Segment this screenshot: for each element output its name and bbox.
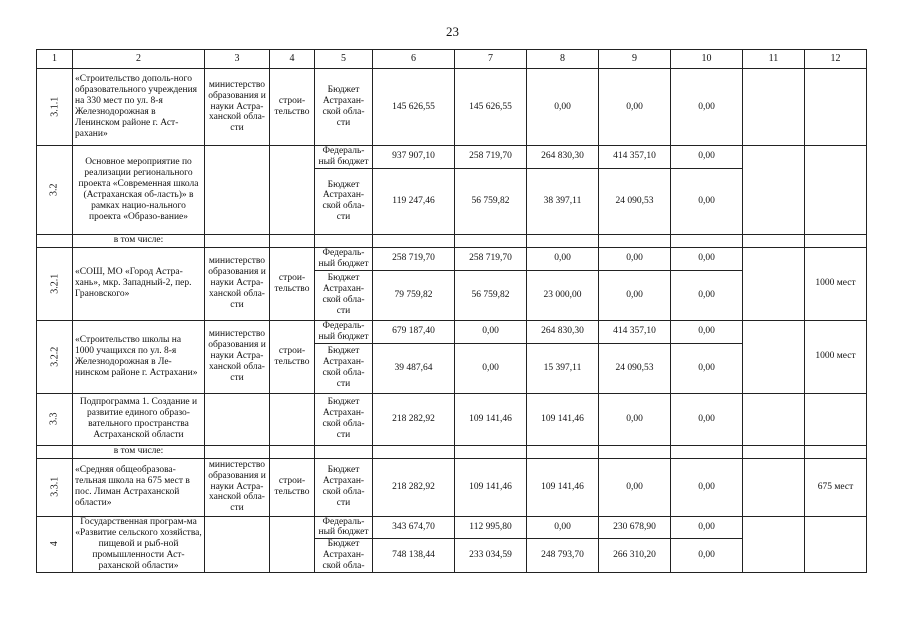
empty-cell: [455, 234, 527, 247]
value-col-10: 0,00: [671, 539, 743, 573]
value-col-8: 248 793,70: [527, 539, 599, 573]
value-col-8: 264 830,30: [527, 320, 599, 343]
value-col-7: 109 141,46: [455, 458, 527, 516]
capacity: [805, 146, 867, 235]
header-row: [37, 50, 867, 69]
table-row: [37, 247, 867, 270]
col-11-cell: [743, 458, 805, 516]
value-col-6: 39 487,64: [373, 343, 455, 393]
value-col-9: 0,00: [599, 458, 671, 516]
row-number: 3.3.1: [48, 476, 60, 497]
empty-cell: [373, 234, 455, 247]
empty-cell: [37, 445, 73, 458]
capacity: [805, 393, 867, 445]
value-col-10: 0,00: [671, 320, 743, 343]
funding-source: Бюджет Астрахан-ской обла-: [315, 539, 373, 573]
subheader-label: в том числе:: [73, 445, 205, 458]
executor: [205, 146, 270, 235]
column-header: 2: [73, 50, 205, 69]
col-11-cell: [743, 516, 805, 573]
capacity: 675 мест: [805, 458, 867, 516]
subheader-row: [37, 445, 867, 458]
item-name: Государственная програм-ма «Развитие сельского хозяйства, пищевой и рыб-ной промышленности Аст-раханской области»: [73, 516, 205, 573]
work-type: строи-тельство: [270, 320, 315, 393]
row-number-cell: [37, 458, 73, 516]
executor: [205, 516, 270, 573]
row-number-cell: [37, 393, 73, 445]
empty-cell: [599, 234, 671, 247]
funding-source: Бюджет Астрахан-ской обла-сти: [315, 270, 373, 320]
value-col-7: 56 759,82: [455, 270, 527, 320]
value-col-9: 24 090,53: [599, 168, 671, 234]
empty-cell: [671, 445, 743, 458]
value-col-10: 0,00: [671, 69, 743, 146]
row-number: 3.2.1: [48, 273, 60, 294]
table-row: [37, 458, 867, 516]
value-col-7: 109 141,46: [455, 393, 527, 445]
value-col-6: 937 907,10: [373, 146, 455, 169]
value-col-7: 0,00: [455, 320, 527, 343]
funding-source: Бюджет Астрахан-ской обла-сти: [315, 458, 373, 516]
value-col-8: 0,00: [527, 247, 599, 270]
value-col-8: 264 830,30: [527, 146, 599, 169]
value-col-6: 119 247,46: [373, 168, 455, 234]
column-header: 6: [373, 50, 455, 69]
value-col-8: 109 141,46: [527, 458, 599, 516]
value-col-10: 0,00: [671, 146, 743, 169]
empty-cell: [315, 234, 373, 247]
value-col-6: 218 282,92: [373, 458, 455, 516]
subheader-label: в том числе:: [73, 234, 205, 247]
value-col-9: 0,00: [599, 247, 671, 270]
row-number-cell: [37, 247, 73, 320]
value-col-10: 0,00: [671, 168, 743, 234]
item-name: «Средняя общеобразова-тельная школа на 675 мест в пос. Лиман Астраханской области»: [73, 458, 205, 516]
value-col-7: 112 995,80: [455, 516, 527, 539]
column-header: 12: [805, 50, 867, 69]
row-number: 4: [48, 541, 60, 547]
value-col-9: 24 090,53: [599, 343, 671, 393]
col-11-cell: [743, 69, 805, 146]
value-col-7: 56 759,82: [455, 168, 527, 234]
empty-cell: [373, 445, 455, 458]
col-11-cell: [743, 320, 805, 393]
value-col-6: 79 759,82: [373, 270, 455, 320]
empty-cell: [205, 234, 270, 247]
capacity: [805, 516, 867, 573]
executor: министерство образования и науки Астра-ханской обла-сти: [205, 69, 270, 146]
funding-source: Федераль-ный бюджет: [315, 247, 373, 270]
row-number: 3.2: [48, 183, 60, 196]
value-col-10: 0,00: [671, 458, 743, 516]
empty-cell: [599, 445, 671, 458]
work-type: строи-тельство: [270, 458, 315, 516]
empty-cell: [743, 445, 805, 458]
column-header: 11: [743, 50, 805, 69]
value-col-6: 145 626,55: [373, 69, 455, 146]
capacity: 1000 мест: [805, 247, 867, 320]
budget-table: [36, 49, 867, 573]
work-type: [270, 146, 315, 235]
empty-cell: [527, 234, 599, 247]
item-name: Основное мероприятие по реализации регионального проекта «Современная школа (Астраханская об-ласть)» в рамках нацио-нального проекта «Образо-вание»: [73, 146, 205, 235]
value-col-10: 0,00: [671, 247, 743, 270]
table-row: [37, 516, 867, 539]
funding-source: Федераль-ный бюджет: [315, 320, 373, 343]
value-col-6: 343 674,70: [373, 516, 455, 539]
executor: министерство образования и науки Астра-ханской обла-сти: [205, 247, 270, 320]
empty-cell: [315, 445, 373, 458]
funding-source: Бюджет Астрахан-ской обла-сти: [315, 69, 373, 146]
empty-cell: [671, 234, 743, 247]
item-name: «Строительство школы на 1000 учащихся по ул. 8-я Железнодорожная в Ле-нинском районе г. Астрахани»: [73, 320, 205, 393]
column-header: 1: [37, 50, 73, 69]
funding-source: Федераль-ный бюджет: [315, 146, 373, 169]
value-col-7: 0,00: [455, 343, 527, 393]
column-header: 4: [270, 50, 315, 69]
table-row: [37, 393, 867, 445]
column-header: 10: [671, 50, 743, 69]
empty-cell: [37, 234, 73, 247]
column-header: 3: [205, 50, 270, 69]
funding-source: Бюджет Астрахан-ской обла-сти: [315, 343, 373, 393]
col-11-cell: [743, 393, 805, 445]
column-header: 8: [527, 50, 599, 69]
executor: министерство образования и науки Астра-ханской обла-сти: [205, 320, 270, 393]
value-col-6: 748 138,44: [373, 539, 455, 573]
value-col-9: 266 310,20: [599, 539, 671, 573]
value-col-10: 0,00: [671, 343, 743, 393]
row-number-cell: [37, 320, 73, 393]
value-col-8: 109 141,46: [527, 393, 599, 445]
executor: министерство образования и науки Астра-ханской обла-сти: [205, 458, 270, 516]
value-col-9: 0,00: [599, 270, 671, 320]
empty-cell: [455, 445, 527, 458]
value-col-7: 258 719,70: [455, 247, 527, 270]
column-header: 7: [455, 50, 527, 69]
row-number: 3.3: [48, 412, 60, 426]
subheader-row: [37, 234, 867, 247]
row-number-cell: [37, 69, 73, 146]
work-type: строи-тельство: [270, 247, 315, 320]
empty-cell: [743, 234, 805, 247]
empty-cell: [270, 445, 315, 458]
column-header: 5: [315, 50, 373, 69]
value-col-6: 218 282,92: [373, 393, 455, 445]
empty-cell: [805, 445, 867, 458]
item-name: «СОШ, МО «Город Астра-хань», мкр. Западный-2, пер. Грановского»: [73, 247, 205, 320]
value-col-9: 230 678,90: [599, 516, 671, 539]
value-col-9: 414 357,10: [599, 146, 671, 169]
value-col-9: 414 357,10: [599, 320, 671, 343]
value-col-8: 0,00: [527, 69, 599, 146]
work-type: [270, 393, 315, 445]
work-type: [270, 516, 315, 573]
table-row: [37, 146, 867, 169]
value-col-6: 679 187,40: [373, 320, 455, 343]
value-col-9: 0,00: [599, 69, 671, 146]
funding-source: Бюджет Астрахан-ской обла-сти: [315, 168, 373, 234]
capacity: [805, 69, 867, 146]
row-number: 3.1.1: [48, 96, 60, 117]
col-11-cell: [743, 146, 805, 235]
empty-cell: [205, 445, 270, 458]
capacity: 1000 мест: [805, 320, 867, 393]
column-header: 9: [599, 50, 671, 69]
table-row: [37, 320, 867, 343]
row-number: 3.2.2: [48, 346, 60, 367]
value-col-7: 258 719,70: [455, 146, 527, 169]
item-name: «Строительство дополь-ного образовательного учреждения на 330 мест по ул. 8-я Железнодорожная в Ленинском районе г. Аст-рахани»: [73, 69, 205, 146]
col-11-cell: [743, 247, 805, 320]
empty-cell: [805, 234, 867, 247]
value-col-9: 0,00: [599, 393, 671, 445]
funding-source: Федераль-ный бюджет: [315, 516, 373, 539]
executor: [205, 393, 270, 445]
value-col-8: 38 397,11: [527, 168, 599, 234]
value-col-10: 0,00: [671, 516, 743, 539]
value-col-8: 15 397,11: [527, 343, 599, 393]
item-name: Подпрограмма 1. Создание и развитие единого образо-вательного пространства Астраханской области: [73, 393, 205, 445]
value-col-7: 145 626,55: [455, 69, 527, 146]
value-col-7: 233 034,59: [455, 539, 527, 573]
value-col-10: 0,00: [671, 393, 743, 445]
row-number-cell: [37, 516, 73, 573]
funding-source: Бюджет Астрахан-ской обла-сти: [315, 393, 373, 445]
work-type: строи-тельство: [270, 69, 315, 146]
value-col-8: 0,00: [527, 516, 599, 539]
value-col-6: 258 719,70: [373, 247, 455, 270]
empty-cell: [527, 445, 599, 458]
page-number: 23: [446, 24, 459, 39]
value-col-10: 0,00: [671, 270, 743, 320]
value-col-8: 23 000,00: [527, 270, 599, 320]
row-number-cell: [37, 146, 73, 235]
empty-cell: [270, 234, 315, 247]
table-row: [37, 69, 867, 146]
